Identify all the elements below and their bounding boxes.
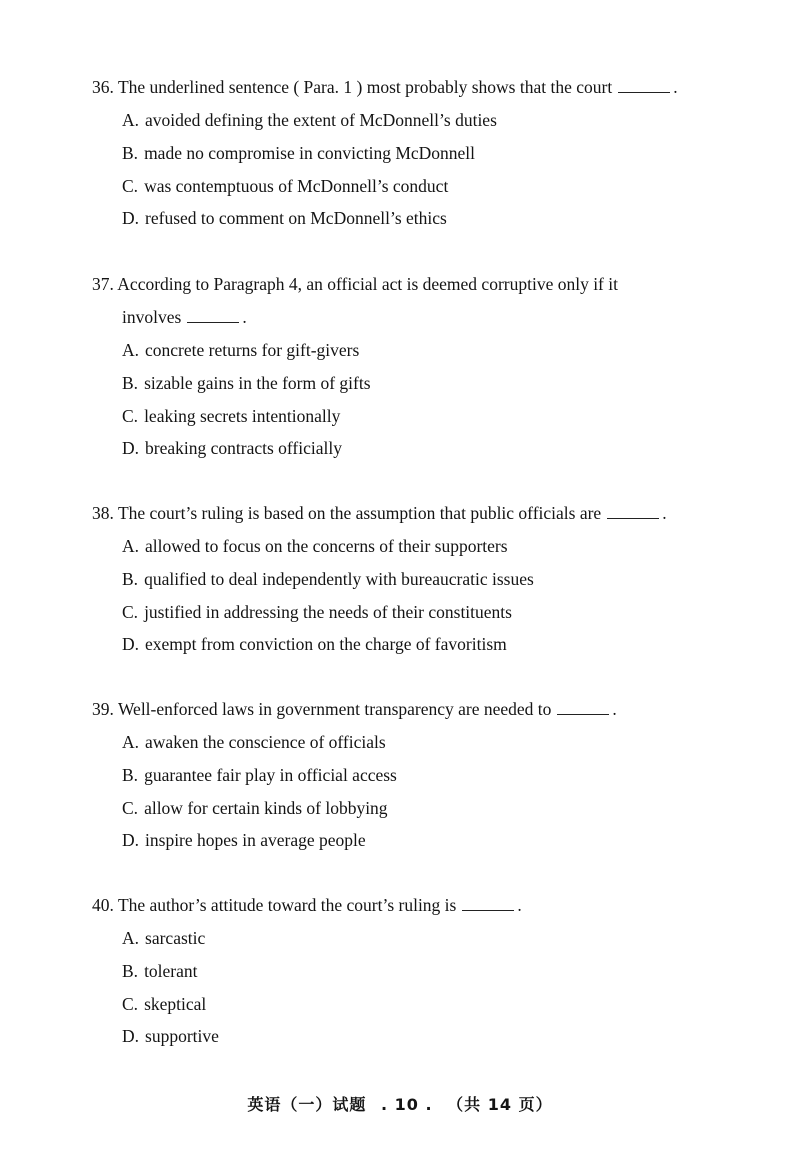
- question-stem: [92, 889, 742, 922]
- question-stem: [92, 71, 742, 104]
- option-letter: B.: [122, 142, 139, 163]
- question-end: .: [662, 503, 667, 523]
- option-text: breaking contracts officially: [145, 438, 342, 459]
- footer-page-number: . 10 .: [381, 1095, 433, 1114]
- question-37: [92, 268, 742, 465]
- option-list: [92, 334, 742, 465]
- question-number: 39.: [92, 699, 114, 719]
- option-letter: D.: [122, 1026, 140, 1047]
- option-text: awaken the conscience of officials: [145, 732, 386, 752]
- question-end: .: [673, 77, 678, 97]
- question-number: 40.: [92, 895, 114, 915]
- question-end: .: [612, 699, 617, 719]
- question-38: [92, 497, 742, 661]
- option-c: [92, 400, 742, 433]
- question-39: [92, 693, 742, 857]
- option-text: inspire hopes in average people: [145, 830, 366, 851]
- option-letter: C.: [122, 601, 139, 622]
- option-b: [92, 759, 742, 792]
- option-a: [92, 530, 742, 563]
- option-list: [92, 726, 742, 857]
- question-text: The court’s ruling is based on the assumption that public officials are: [117, 503, 602, 523]
- footer-subject: 英语（一）试题: [247, 1095, 367, 1114]
- option-c: [92, 170, 742, 203]
- question-end: .: [517, 895, 522, 915]
- question-text: Well-enforced laws in government transparency are needed to: [117, 699, 552, 719]
- option-letter: B.: [122, 372, 139, 393]
- option-a: [92, 922, 742, 955]
- option-d: [92, 1020, 742, 1053]
- question-number: 38.: [92, 503, 114, 523]
- option-text: sarcastic: [145, 928, 206, 948]
- answer-blank: [187, 308, 239, 323]
- option-d: [92, 202, 742, 235]
- option-list: [92, 922, 742, 1053]
- option-text: allowed to focus on the concerns of their supporters: [145, 536, 508, 556]
- option-c: [92, 792, 742, 825]
- option-text: qualified to deal independently with bureaucratic issues: [144, 568, 534, 589]
- option-text: was contemptuous of McDonnell’s conduct: [144, 175, 449, 196]
- option-a: [92, 334, 742, 367]
- option-text: made no compromise in convicting McDonnell: [144, 142, 476, 163]
- option-letter: D.: [122, 830, 140, 851]
- option-letter: C.: [122, 993, 139, 1014]
- option-d: [92, 628, 742, 661]
- question-text: According to Paragraph 4, an official act is deemed corruptive only if it: [117, 274, 618, 294]
- question-40: [92, 889, 742, 1053]
- option-text: leaking secrets intentionally: [144, 405, 341, 426]
- option-letter: B.: [122, 764, 139, 785]
- question-number: 37.: [92, 274, 114, 294]
- option-letter: A.: [122, 110, 140, 130]
- option-b: [92, 955, 742, 988]
- answer-blank: [462, 896, 514, 911]
- option-d: [92, 824, 742, 857]
- option-text: sizable gains in the form of gifts: [144, 372, 371, 393]
- option-a: [92, 104, 742, 137]
- option-text: allow for certain kinds of lobbying: [144, 797, 388, 818]
- option-letter: D.: [122, 208, 140, 229]
- option-b: [92, 563, 742, 596]
- option-c: [92, 596, 742, 629]
- option-letter: C.: [122, 175, 139, 196]
- answer-blank: [607, 504, 659, 519]
- option-text: supportive: [145, 1026, 219, 1047]
- question-stem: [92, 268, 742, 334]
- question-36: [92, 71, 742, 235]
- answer-blank: [557, 700, 609, 715]
- option-c: [92, 988, 742, 1021]
- option-letter: C.: [122, 797, 139, 818]
- option-letter: D.: [122, 438, 140, 459]
- option-text: avoided defining the extent of McDonnell’s duties: [145, 110, 497, 130]
- option-letter: A.: [122, 732, 140, 752]
- option-text: exempt from conviction on the charge of favoritism: [145, 634, 507, 655]
- option-text: guarantee fair play in official access: [144, 764, 397, 785]
- question-stem: [92, 497, 742, 530]
- question-stem: [92, 693, 742, 726]
- option-b: [92, 367, 742, 400]
- option-list: [92, 104, 742, 235]
- question-text: The author’s attitude toward the court’s ruling is: [117, 895, 457, 915]
- option-letter: C.: [122, 405, 139, 426]
- option-text: refused to comment on McDonnell’s ethics: [145, 208, 447, 229]
- option-b: [92, 137, 742, 170]
- question-end: .: [242, 307, 247, 327]
- option-letter: D.: [122, 634, 140, 655]
- option-letter: A.: [122, 536, 140, 556]
- question-text-continued: involves: [122, 307, 182, 327]
- answer-blank: [618, 78, 670, 93]
- question-number: 36.: [92, 77, 114, 97]
- option-d: [92, 432, 742, 465]
- question-text: The underlined sentence ( Para. 1 ) most probably shows that the court: [117, 77, 613, 97]
- option-text: skeptical: [144, 993, 207, 1014]
- option-letter: B.: [122, 568, 139, 589]
- option-letter: A.: [122, 928, 140, 948]
- option-letter: A.: [122, 340, 140, 360]
- footer-total-pages: （共 14 页）: [447, 1095, 553, 1114]
- option-list: [92, 530, 742, 661]
- option-letter: B.: [122, 960, 139, 981]
- option-text: justified in addressing the needs of their constituents: [144, 601, 512, 622]
- option-a: [92, 726, 742, 759]
- option-text: concrete returns for gift-givers: [145, 340, 360, 360]
- option-text: tolerant: [144, 960, 198, 981]
- page-footer: [0, 1092, 800, 1115]
